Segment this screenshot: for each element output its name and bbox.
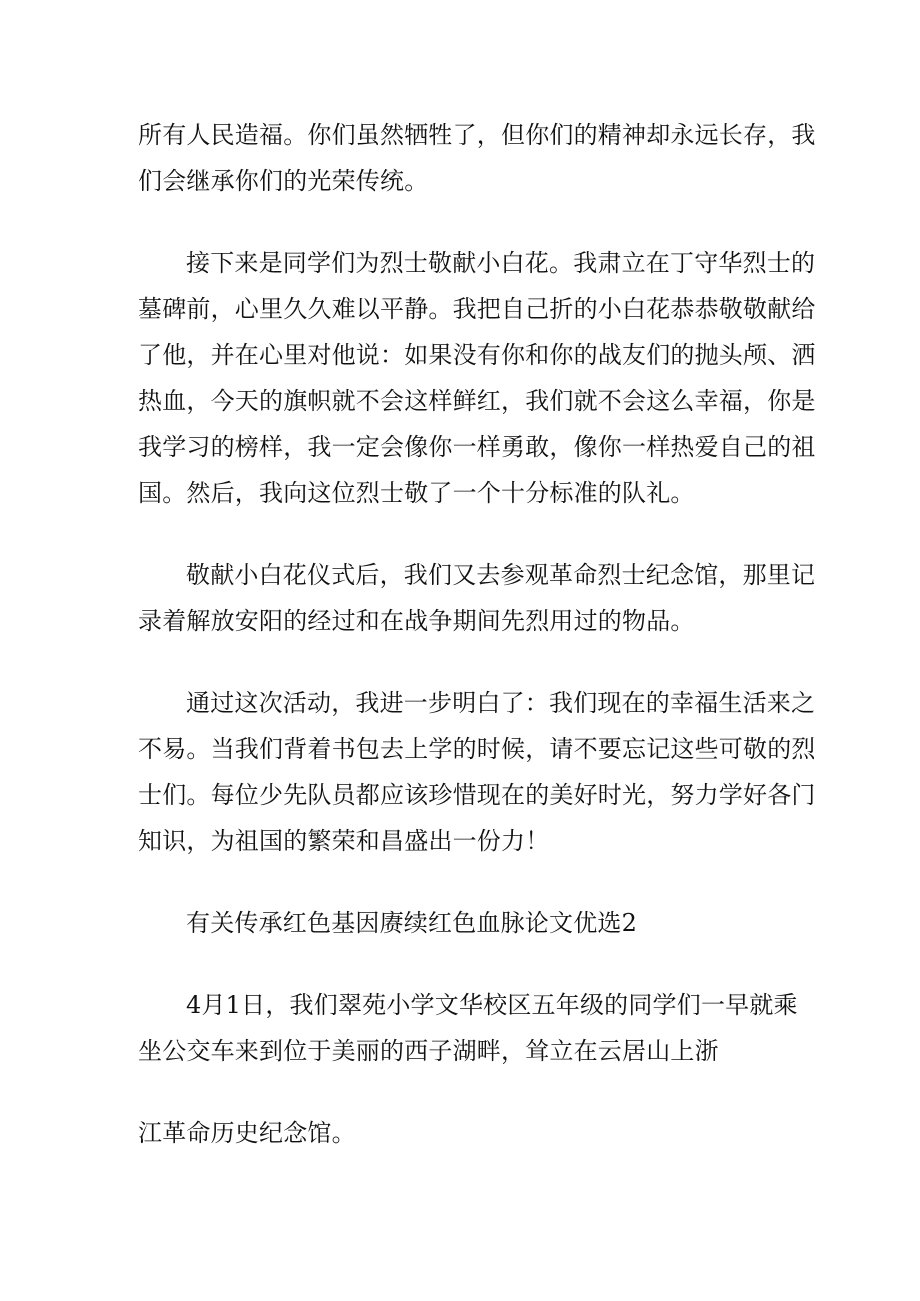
- paragraph-5-line-1: 4月1日，我们翠苑小学文华校区五年级的同学们一早就乘: [186, 991, 798, 1019]
- paragraph-2-line-1: 接下来是同学们为烈士敬献小白花。我肃立在丁守华烈士的: [186, 249, 816, 277]
- paragraph-2-line-5: 我学习的榜样，我一定会像你一样勇敢，像你一样热爱自己的祖: [138, 433, 816, 461]
- paragraph-2-line-3: 了他，并在心里对他说：如果没有你和你的战友们的抛头颅、洒: [138, 341, 816, 369]
- paragraph-1-line-2: 们会继承你们的光荣传统。: [138, 167, 429, 195]
- paragraph-4-line-4: 知识，为祖国的繁荣和昌盛出一份力！: [138, 827, 550, 855]
- paragraph-6-line-1: 江革命历史纪念馆。: [138, 1119, 356, 1147]
- paragraph-2-line-2: 墓碑前，心里久久难以平静。我把自己折的小白花恭恭敬敬献给: [138, 295, 816, 323]
- section-heading: 有关传承红色基因赓续红色血脉论文优选2: [186, 909, 638, 937]
- paragraph-4-line-3: 士们。每位少先队员都应该珍惜现在的美好时光，努力学好各门: [138, 781, 816, 809]
- paragraph-4-line-2: 不易。当我们背着书包去上学的时候，请不要忘记这些可敬的烈: [138, 735, 816, 763]
- paragraph-4-line-1: 通过这次活动，我进一步明白了：我们现在的幸福生活来之: [186, 689, 816, 717]
- paragraph-5-line-2: 坐公交车来到位于美丽的西子湖畔，耸立在云居山上浙: [138, 1037, 719, 1065]
- paragraph-2-line-4: 热血，今天的旗帜就不会这样鲜红，我们就不会这么幸福，你是: [138, 387, 816, 415]
- paragraph-3-line-1: 敬献小白花仪式后，我们又去参观革命烈士纪念馆，那里记: [186, 561, 816, 589]
- paragraph-2-line-6: 国。然后，我向这位烈士敬了一个十分标准的队礼。: [138, 479, 695, 507]
- paragraph-1-line-1: 所有人民造福。你们虽然牺牲了，但你们的精神却永远长存，我: [138, 121, 816, 149]
- paragraph-3-line-2: 录着解放安阳的经过和在战争期间先烈用过的物品。: [138, 607, 695, 635]
